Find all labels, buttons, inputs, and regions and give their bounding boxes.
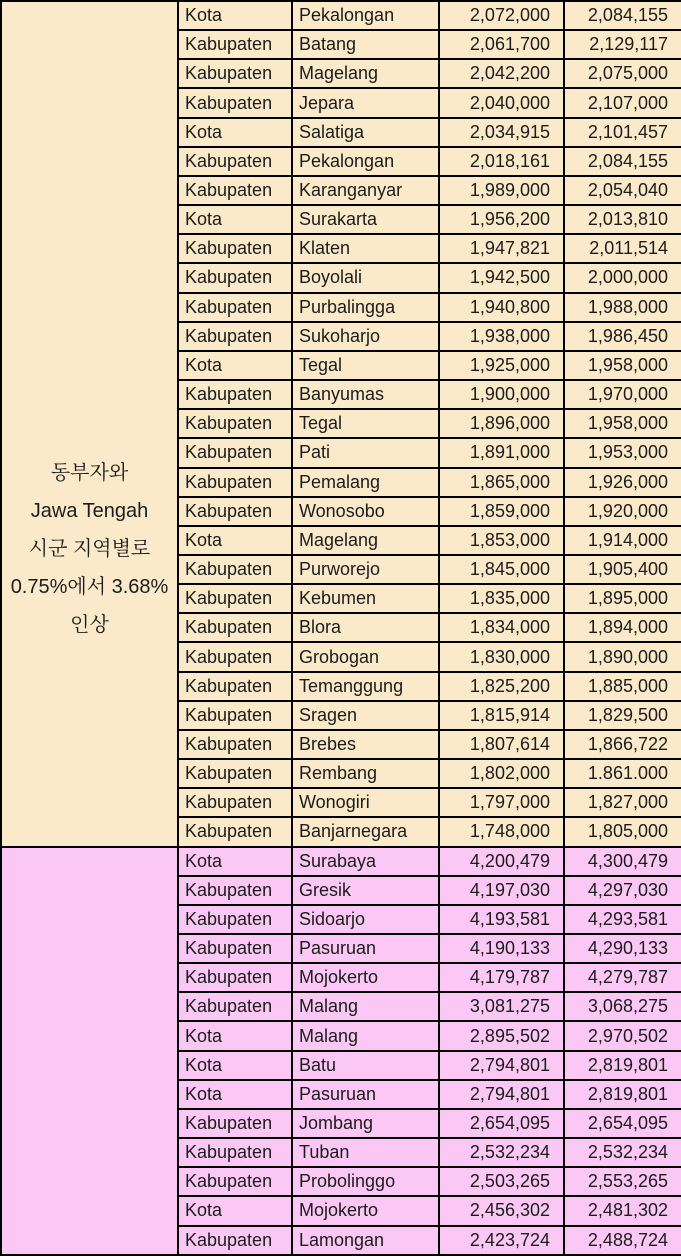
region-name-cell: Batu	[292, 1051, 439, 1080]
region-name-cell: Surakarta	[292, 205, 439, 234]
wage-after-cell: 1,890,000	[564, 642, 681, 671]
wage-after-cell: 1,829,500	[564, 701, 681, 730]
region-type-cell: Kota	[178, 526, 292, 555]
wage-before-cell: 1,807,614	[439, 730, 564, 759]
wage-before-cell: 1,947,821	[439, 234, 564, 263]
wage-after-cell: 4,293,581	[564, 905, 681, 934]
wage-before-cell: 2,072,000	[439, 1, 564, 30]
region-name-cell: Pasuruan	[292, 1080, 439, 1109]
region-name-cell: Pasuruan	[292, 934, 439, 963]
wage-before-cell: 4,193,581	[439, 905, 564, 934]
wage-after-cell: 2,054,040	[564, 176, 681, 205]
wage-after-cell: 2,532,234	[564, 1138, 681, 1167]
section-note-line: Jawa Tengah	[30, 499, 149, 522]
section-note-line: 시군 지역별로	[28, 537, 151, 560]
wage-after-cell: 3,068,275	[564, 992, 681, 1021]
wage-after-cell: 4,279,787	[564, 963, 681, 992]
region-type-cell: Kota	[178, 205, 292, 234]
region-name-cell: Pemalang	[292, 468, 439, 497]
region-type-cell: Kabupaten	[178, 409, 292, 438]
region-type-cell: Kabupaten	[178, 759, 292, 788]
wage-after-cell: 2,129,117	[564, 30, 681, 59]
region-type-cell: Kabupaten	[178, 1167, 292, 1196]
wage-before-cell: 2,423,724	[439, 1226, 564, 1255]
wage-after-cell: 2,970,502	[564, 1021, 681, 1050]
wage-before-cell: 2,794,801	[439, 1051, 564, 1080]
region-type-cell: Kabupaten	[178, 642, 292, 671]
region-type-cell: Kabupaten	[178, 817, 292, 846]
section-note-text	[3, 204, 176, 644]
wage-before-cell: 1,942,500	[439, 263, 564, 292]
region-type-cell: Kabupaten	[178, 876, 292, 905]
wage-after-cell: 1,827,000	[564, 788, 681, 817]
wage-after-cell: 2,084,155	[564, 147, 681, 176]
region-name-cell: Sidoarjo	[292, 905, 439, 934]
wage-after-cell: 1,866,722	[564, 730, 681, 759]
wage-before-cell: 1,835,000	[439, 584, 564, 613]
region-name-cell: Karanganyar	[292, 176, 439, 205]
wage-before-cell: 2,456,302	[439, 1196, 564, 1225]
region-name-cell: Pati	[292, 438, 439, 467]
region-type-cell: Kabupaten	[178, 1138, 292, 1167]
region-type-cell: Kabupaten	[178, 293, 292, 322]
region-name-cell: Magelang	[292, 59, 439, 88]
wage-after-cell: 2,000,000	[564, 263, 681, 292]
region-name-cell: Batang	[292, 30, 439, 59]
region-name-cell: Temanggung	[292, 672, 439, 701]
region-name-cell: Jepara	[292, 88, 439, 117]
wage-before-cell: 1,802,000	[439, 759, 564, 788]
region-name-cell: Malang	[292, 992, 439, 1021]
wage-after-cell: 1,988,000	[564, 293, 681, 322]
section-note-line: 동부자와	[50, 461, 129, 484]
region-name-cell: Klaten	[292, 234, 439, 263]
region-type-cell: Kota	[178, 1, 292, 30]
region-name-cell: Probolinggo	[292, 1167, 439, 1196]
region-name-cell: Jombang	[292, 1109, 439, 1138]
region-type-cell: Kabupaten	[178, 701, 292, 730]
region-name-cell: Tuban	[292, 1138, 439, 1167]
region-type-cell: Kota	[178, 847, 292, 876]
wage-after-cell: 1,970,000	[564, 380, 681, 409]
wage-after-cell: 1,894,000	[564, 613, 681, 642]
region-name-cell: Banyumas	[292, 380, 439, 409]
region-type-cell: Kabupaten	[178, 234, 292, 263]
region-name-cell: Boyolali	[292, 263, 439, 292]
wage-before-cell: 1,834,000	[439, 613, 564, 642]
region-name-cell: Purworejo	[292, 555, 439, 584]
table-row	[1, 847, 681, 876]
region-type-cell: Kabupaten	[178, 934, 292, 963]
region-name-cell: Purbalingga	[292, 293, 439, 322]
wage-before-cell: 2,061,700	[439, 30, 564, 59]
wage-before-cell: 4,190,133	[439, 934, 564, 963]
region-type-cell: Kabupaten	[178, 438, 292, 467]
region-name-cell: Kebumen	[292, 584, 439, 613]
region-type-cell: Kabupaten	[178, 992, 292, 1021]
wage-after-cell: 2,819,801	[564, 1080, 681, 1109]
wage-before-cell: 2,042,200	[439, 59, 564, 88]
region-name-cell: Mojokerto	[292, 963, 439, 992]
table-row	[1, 1, 681, 30]
wage-before-cell: 2,654,095	[439, 1109, 564, 1138]
region-type-cell: Kabupaten	[178, 555, 292, 584]
region-name-cell: Gresik	[292, 876, 439, 905]
wage-after-cell: 4,290,133	[564, 934, 681, 963]
wage-before-cell: 2,503,265	[439, 1167, 564, 1196]
wage-before-cell: 1,900,000	[439, 380, 564, 409]
region-name-cell: Pekalongan	[292, 1, 439, 30]
wage-before-cell: 3,081,275	[439, 992, 564, 1021]
region-type-cell: Kabupaten	[178, 263, 292, 292]
wage-after-cell: 1,895,000	[564, 584, 681, 613]
wage-after-cell: 2,654,095	[564, 1109, 681, 1138]
region-name-cell: Salatiga	[292, 118, 439, 147]
wage-before-cell: 2,040,000	[439, 88, 564, 117]
wage-before-cell: 1,896,000	[439, 409, 564, 438]
region-type-cell: Kabupaten	[178, 59, 292, 88]
region-type-cell: Kabupaten	[178, 672, 292, 701]
region-type-cell: Kota	[178, 1196, 292, 1225]
wage-after-cell: 1.861.000	[564, 759, 681, 788]
wage-after-cell: 2,488,724	[564, 1226, 681, 1255]
wage-after-cell: 2,819,801	[564, 1051, 681, 1080]
wage-before-cell: 1,853,000	[439, 526, 564, 555]
wage-before-cell: 1,748,000	[439, 817, 564, 846]
wage-after-cell: 2,107,000	[564, 88, 681, 117]
wage-before-cell: 1,830,000	[439, 642, 564, 671]
wage-before-cell: 1,825,200	[439, 672, 564, 701]
region-name-cell: Tegal	[292, 351, 439, 380]
wage-after-cell: 1,805,000	[564, 817, 681, 846]
wage-before-cell: 1,891,000	[439, 438, 564, 467]
region-name-cell: Malang	[292, 1021, 439, 1050]
wage-before-cell: 1,815,914	[439, 701, 564, 730]
region-type-cell: Kabupaten	[178, 497, 292, 526]
section-note-cell-jawa-timur	[1, 847, 178, 1255]
wage-after-cell: 1,953,000	[564, 438, 681, 467]
region-name-cell: Pekalongan	[292, 147, 439, 176]
wage-after-cell: 4,297,030	[564, 876, 681, 905]
region-type-cell: Kota	[178, 1080, 292, 1109]
wage-after-cell: 1,914,000	[564, 526, 681, 555]
region-type-cell: Kabupaten	[178, 613, 292, 642]
region-type-cell: Kabupaten	[178, 30, 292, 59]
section-note-cell-jawa-tengah	[1, 1, 178, 847]
region-type-cell: Kota	[178, 1051, 292, 1080]
wage-before-cell: 1,940,800	[439, 293, 564, 322]
region-name-cell: Lamongan	[292, 1226, 439, 1255]
wage-before-cell: 2,794,801	[439, 1080, 564, 1109]
wage-before-cell: 1,865,000	[439, 468, 564, 497]
region-name-cell: Wonogiri	[292, 788, 439, 817]
wage-before-cell: 2,895,502	[439, 1021, 564, 1050]
region-name-cell: Surabaya	[292, 847, 439, 876]
region-type-cell: Kabupaten	[178, 468, 292, 497]
region-name-cell: Rembang	[292, 759, 439, 788]
wage-before-cell: 4,179,787	[439, 963, 564, 992]
region-name-cell: Magelang	[292, 526, 439, 555]
wage-after-cell: 1,905,400	[564, 555, 681, 584]
region-type-cell: Kabupaten	[178, 322, 292, 351]
wage-after-cell: 2,553,265	[564, 1167, 681, 1196]
wage-before-cell: 4,200,479	[439, 847, 564, 876]
section-note-text	[3, 926, 176, 1176]
wage-before-cell: 1,925,000	[439, 351, 564, 380]
region-type-cell: Kabupaten	[178, 905, 292, 934]
region-name-cell: Mojokerto	[292, 1196, 439, 1225]
region-name-cell: Wonosobo	[292, 497, 439, 526]
wage-after-cell: 2,075,000	[564, 59, 681, 88]
region-type-cell: Kabupaten	[178, 584, 292, 613]
wage-before-cell: 2,532,234	[439, 1138, 564, 1167]
wage-after-cell: 1,986,450	[564, 322, 681, 351]
wage-before-cell: 1,859,000	[439, 497, 564, 526]
section-note-line: 인상	[70, 613, 109, 636]
region-type-cell: Kota	[178, 118, 292, 147]
region-type-cell: Kabupaten	[178, 147, 292, 176]
region-type-cell: Kabupaten	[178, 963, 292, 992]
wage-before-cell: 1,797,000	[439, 788, 564, 817]
wage-after-cell: 1,958,000	[564, 351, 681, 380]
wage-before-cell: 1,956,200	[439, 205, 564, 234]
region-type-cell: Kabupaten	[178, 1109, 292, 1138]
wage-before-cell: 4,197,030	[439, 876, 564, 905]
wage-after-cell: 1,920,000	[564, 497, 681, 526]
section-note-line: 0.75%에서 3.68%	[10, 575, 169, 598]
region-type-cell: Kabupaten	[178, 88, 292, 117]
wage-after-cell: 2,013,810	[564, 205, 681, 234]
region-name-cell: Sragen	[292, 701, 439, 730]
region-name-cell: Blora	[292, 613, 439, 642]
region-type-cell: Kabupaten	[178, 788, 292, 817]
region-type-cell: Kabupaten	[178, 730, 292, 759]
wage-before-cell: 1,845,000	[439, 555, 564, 584]
region-name-cell: Grobogan	[292, 642, 439, 671]
region-name-cell: Banjarnegara	[292, 817, 439, 846]
region-type-cell: Kabupaten	[178, 1226, 292, 1255]
wage-after-cell: 1,926,000	[564, 468, 681, 497]
region-name-cell: Brebes	[292, 730, 439, 759]
region-name-cell: Sukoharjo	[292, 322, 439, 351]
wage-before-cell: 2,018,161	[439, 147, 564, 176]
wage-before-cell: 1,989,000	[439, 176, 564, 205]
wage-after-cell: 2,481,302	[564, 1196, 681, 1225]
wage-before-cell: 2,034,915	[439, 118, 564, 147]
wage-after-cell: 2,101,457	[564, 118, 681, 147]
wage-after-cell: 4,300,479	[564, 847, 681, 876]
region-type-cell: Kota	[178, 351, 292, 380]
wage-after-cell: 2,084,155	[564, 1, 681, 30]
wage-after-cell: 2,011,514	[564, 234, 681, 263]
wage-before-cell: 1,938,000	[439, 322, 564, 351]
region-type-cell: Kabupaten	[178, 176, 292, 205]
region-name-cell: Tegal	[292, 409, 439, 438]
wage-after-cell: 1,885,000	[564, 672, 681, 701]
region-type-cell: Kota	[178, 1021, 292, 1050]
wage-after-cell: 1,958,000	[564, 409, 681, 438]
region-type-cell: Kabupaten	[178, 380, 292, 409]
